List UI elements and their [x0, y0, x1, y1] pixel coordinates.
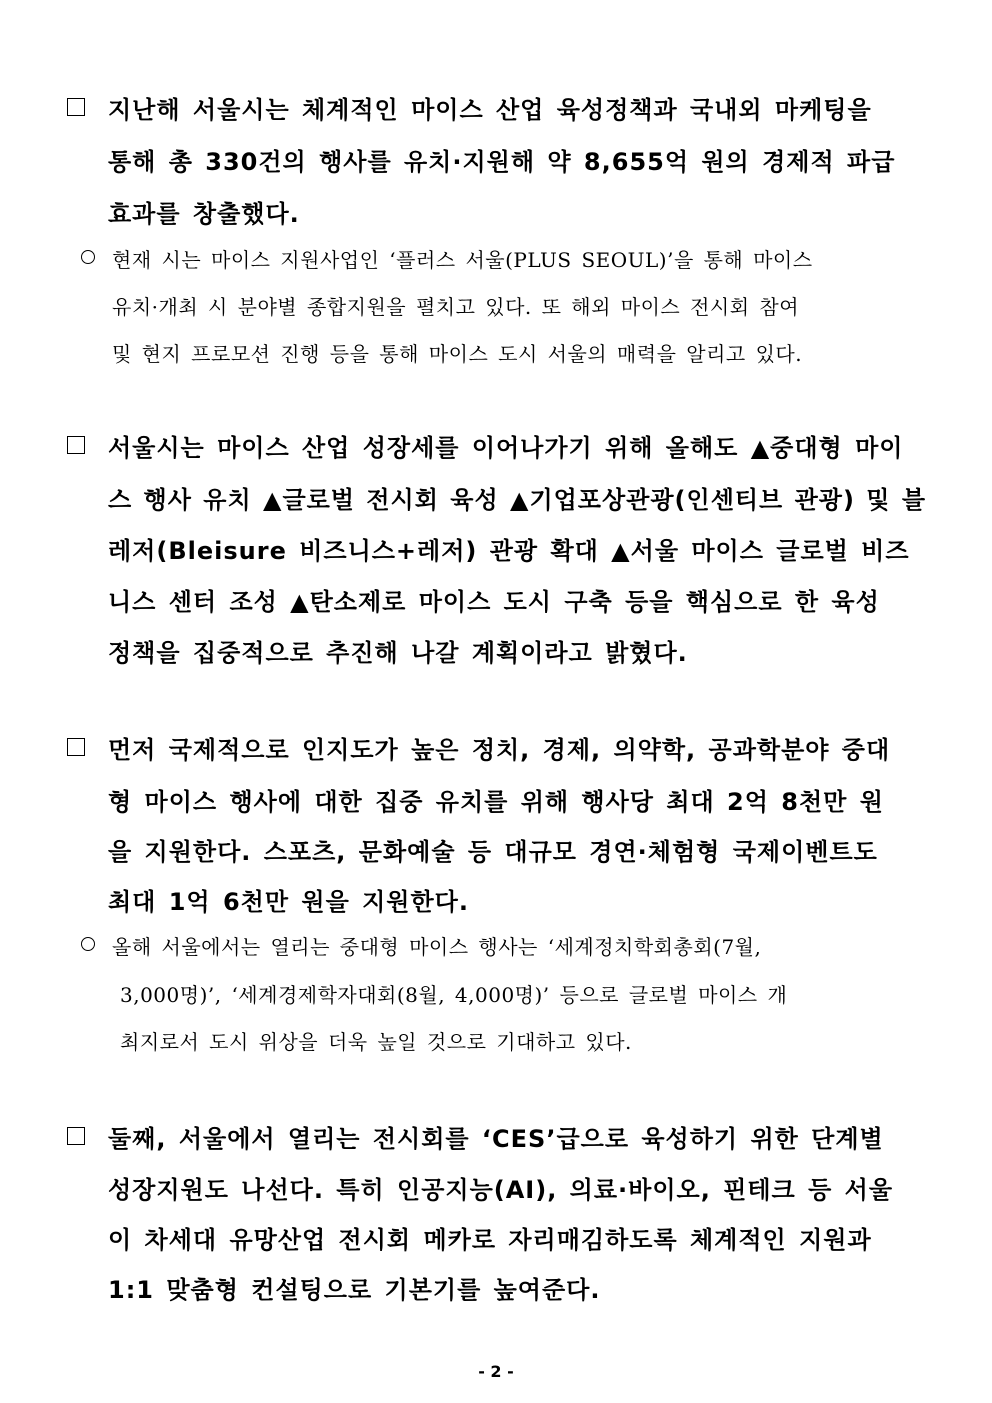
paragraph-1-line-1: 지난해 서울시는 체계적인 마이스 산업 육성정책과 국내외 마케팅을: [108, 96, 872, 124]
paragraph-3-line-5: 정책을 집중적으로 추진해 나갈 계획이라고 밝혔다.: [108, 639, 688, 667]
paragraph-4-line-1: 먼저 국제적으로 인지도가 높은 정치, 경제, 의약학, 공과학분야 중대: [108, 736, 891, 764]
paragraph-2-line-2: 유치·개최 시 분야별 종합지원을 펼치고 있다. 또 해외 마이스 전시회 참여: [112, 295, 800, 319]
paragraph-5-line-2: 3,000명)’, ‘세계경제학자대회(8월, 4,000명)’ 등으로 글로벌 마이스 개: [120, 983, 788, 1007]
paragraph-4-line-2: 형 마이스 행사에 대한 집중 유치를 위해 행사당 최대 2억 8천만 원: [108, 788, 884, 816]
paragraph-3-line-1: 서울시는 마이스 산업 성장세를 이어나가기 위해 올해도 ▲중대형 마이: [108, 434, 904, 462]
paragraph-6-line-4: 1:1 맞춤형 컨설팅으로 기본기를 높여준다.: [108, 1276, 601, 1304]
paragraph-5-line-1: 올해 서울에서는 열리는 중대형 마이스 행사는 ‘세계정치학회총회(7월,: [112, 935, 762, 959]
paragraph-4-line-3: 을 지원한다. 스포츠, 문화예술 등 대규모 경연·체험형 국제이벤트도: [108, 838, 878, 866]
checkbox-bullet-icon: [67, 738, 85, 756]
paragraph-3-line-3: 레저(Bleisure 비즈니스+레저) 관광 확대 ▲서울 마이스 글로벌 비즈: [108, 537, 910, 565]
circle-bullet-icon: [81, 250, 95, 264]
paragraph-6-line-2: 성장지원도 나선다. 특히 인공지능(AI), 의료·바이오, 핀테크 등 서울: [108, 1176, 893, 1204]
paragraph-3-line-2: 스 행사 유치 ▲글로벌 전시회 육성 ▲기업포상관광(인센티브 관광) 및 블: [108, 486, 927, 514]
paragraph-1-line-2: 통해 총 330건의 행사를 유치·지원해 약 8,655억 원의 경제적 파급: [108, 148, 896, 176]
paragraph-4-line-4: 최대 1억 6천만 원을 지원한다.: [108, 888, 469, 916]
page-number: - 2 -: [478, 1362, 514, 1381]
checkbox-bullet-icon: [67, 98, 85, 116]
paragraph-2-line-1: 현재 시는 마이스 지원사업인 ‘플러스 서울(PLUS SEOUL)’을 통해 마이스: [112, 248, 813, 272]
circle-bullet-icon: [81, 937, 95, 951]
paragraph-6-line-3: 이 차세대 유망산업 전시회 메카로 자리매김하도록 체계적인 지원과: [108, 1226, 872, 1254]
paragraph-2-line-3: 및 현지 프로모션 진행 등을 통해 마이스 도시 서울의 매력을 알리고 있다.: [112, 342, 803, 366]
checkbox-bullet-icon: [67, 1127, 85, 1145]
paragraph-5-line-3: 최지로서 도시 위상을 더욱 높일 것으로 기대하고 있다.: [120, 1030, 632, 1054]
paragraph-3-line-4: 니스 센터 조성 ▲탄소제로 마이스 도시 구축 등을 핵심으로 한 육성: [108, 588, 880, 616]
paragraph-6-line-1: 둘째, 서울에서 열리는 전시회를 ‘CES’급으로 육성하기 위한 단계별: [108, 1125, 884, 1153]
checkbox-bullet-icon: [67, 436, 85, 454]
paragraph-1-line-3: 효과를 창출했다.: [108, 200, 300, 228]
